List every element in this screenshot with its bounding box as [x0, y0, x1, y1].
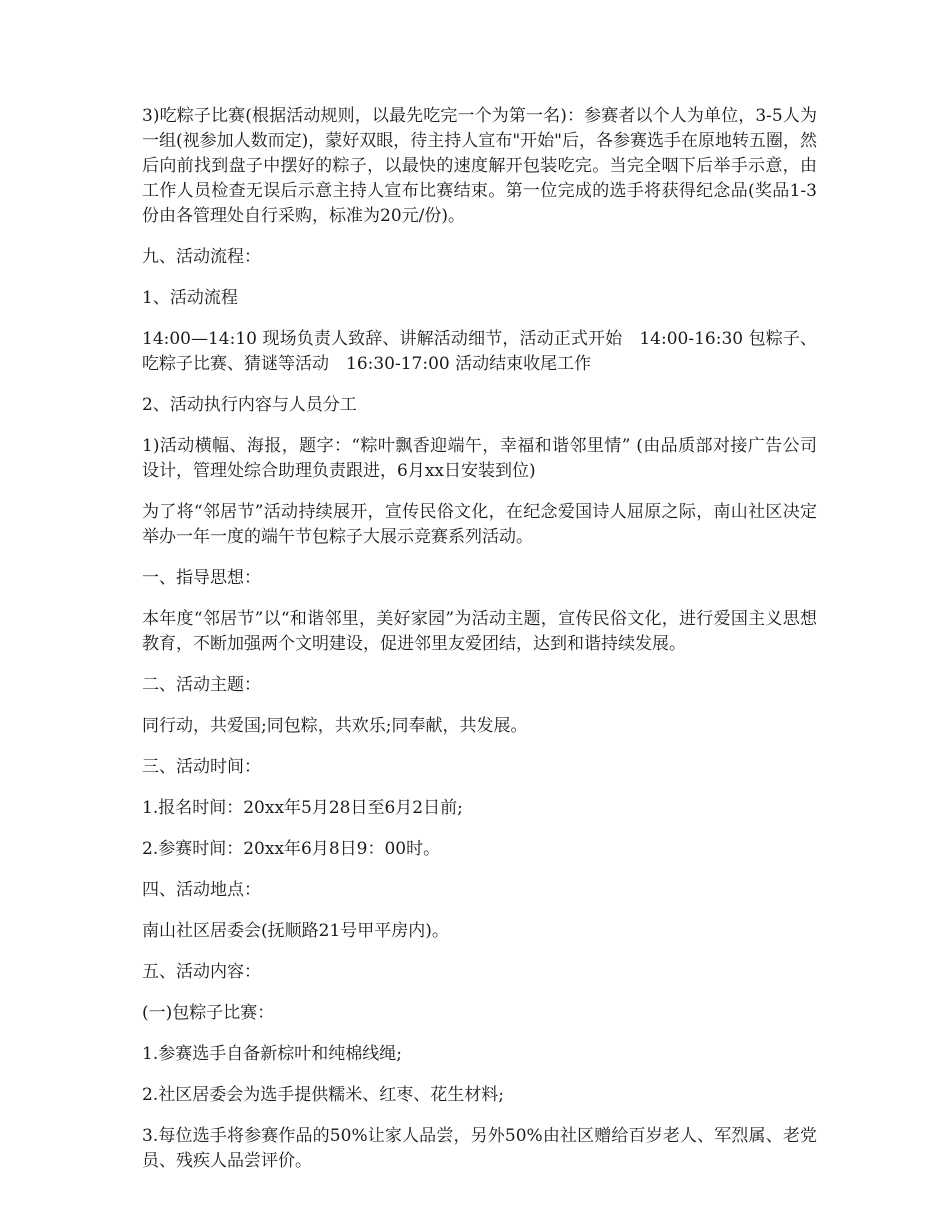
- heading-theme: 二、活动主题：: [142, 675, 261, 695]
- subheading-zongzi-contest: (一)包粽子比赛：: [142, 1003, 275, 1023]
- paragraph-schedule: 14:00—14:10 现场负责人致辞、讲解活动细节，活动正式开始 14:00-16:30 包粽子、吃粽子比赛、猜谜等活动 16:30-17:00 活动结束收尾工作: [142, 329, 817, 374]
- subheading-process: 1、活动流程: [142, 288, 238, 308]
- heading-guiding-idea: 一、指导思想：: [142, 568, 261, 588]
- paragraph-theme: 同行动，共爱国;同包粽，共欢乐;同奉献，共发展。: [142, 716, 528, 736]
- heading-time: 三、活动时间：: [142, 757, 261, 777]
- list-item-1: 1.参赛选手自备新棕叶和纯棉线绳;: [142, 1044, 402, 1064]
- paragraph-eating-contest: 3)吃粽子比赛(根据活动规则，以最先吃完一个为第一名)：参赛者以个人为单位，3-5人为一组(视参加人数而定)，蒙好双眼，待主持人宣布"开始"后，各参赛选手在原地转五圈，然后向前找到盘子中摆好的粽子，以最快的速度解开包装吃完。当完全咽下后举手示意，由工作人员检查无误后示意主持人宣布比赛结束。第一位完成的选手将获得纪念品(奖品1-3份由各管理处自行采购，标准为20元/份)。: [142, 106, 817, 226]
- paragraph-intro: 为了将“邻居节”活动持续展开，宣传民俗文化，在纪念爱国诗人屈原之际，南山社区决定举办一年一度的端午节包粽子大展示竞赛系列活动。: [142, 502, 817, 547]
- heading-content: 五、活动内容：: [142, 962, 261, 982]
- subheading-execution: 2、活动执行内容与人员分工: [142, 395, 357, 415]
- heading-activity-process: 九、活动流程：: [142, 247, 261, 267]
- list-item-2: 2.社区居委会为选手提供糯米、红枣、花生材料;: [142, 1085, 504, 1105]
- list-item-3: 3.每位选手将参赛作品的50%让家人品尝，另外50%由社区赠给百岁老人、军烈属、老党员、残疾人品尝评价。: [142, 1126, 817, 1171]
- paragraph-location: 南山社区居委会(抚顺路21号甲平房内)。: [142, 921, 449, 941]
- paragraph-contest-time: 2.参赛时间：20xx年6月8日9：00时。: [142, 839, 441, 859]
- document-page: [142, 104, 817, 1190]
- paragraph-banner: 1)活动横幅、海报，题字：“粽叶飘香迎端午，幸福和谐邻里情” (由品质部对接广告公司设计，管理处综合助理负责跟进，6月xx日安装到位): [142, 436, 817, 481]
- paragraph-guiding-idea: 本年度“邻居节”以“和谐邻里，美好家园”为活动主题，宣传民俗文化，进行爱国主义思想教育，不断加强两个文明建设，促进邻里友爱团结，达到和谐持续发展。: [142, 609, 817, 654]
- paragraph-signup-time: 1.报名时间：20xx年5月28日至6月2日前;: [142, 798, 463, 818]
- heading-location: 四、活动地点：: [142, 880, 261, 900]
